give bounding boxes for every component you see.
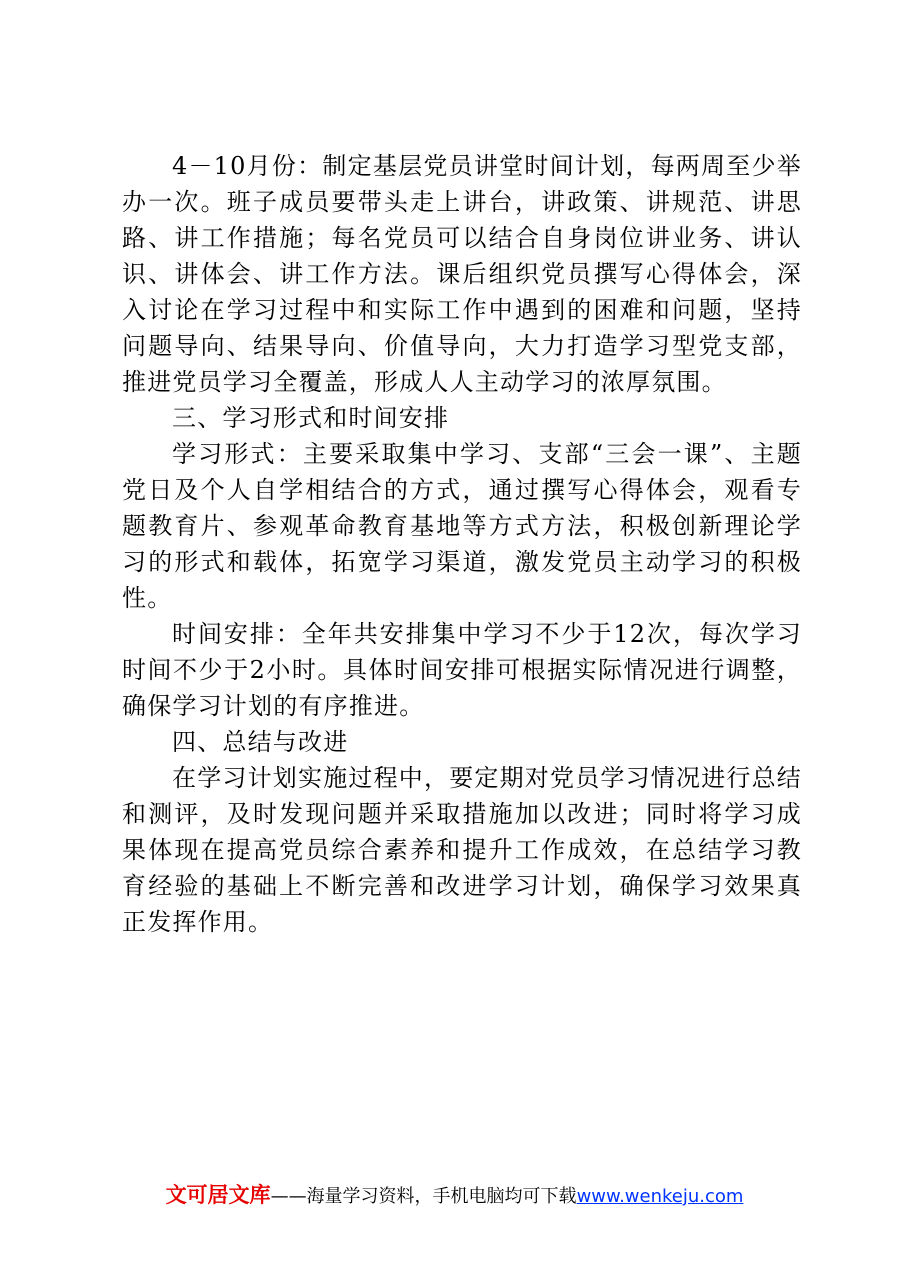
section-heading-study-form-and-time: 三、学习形式和时间安排 xyxy=(172,404,450,432)
paragraph-schedule-apr-oct: 4－10月份：制定基层党员讲堂时间计划，每两周至少举办一次。班子成员要带头走上讲台，讲政策、讲规范、讲思路、讲工作措施；每名党员可以结合自身岗位讲业务、讲认识、讲体会、讲工作方法。课后组织党员撰写心得体会，深入讨论在学习过程中和实际工作中遇到的困难和问题，坚持问题导向、结果导向、价值导向，大力打造学习型党支部，推进党员学习全覆盖，形成人人主动学习的浓厚氛围。 xyxy=(122,152,802,396)
paragraph-summary: 在学习计划实施过程中，要定期对党员学习情况进行总结和测评，及时发现问题并采取措施加以改进；同时将学习成果体现在提高党员综合素养和提升工作成效，在总结学习教育经验的基础上不断完善和改进学习计划，确保学习效果真正发挥作用。 xyxy=(122,764,802,936)
footer-site-link[interactable]: www.wenkeju.com xyxy=(576,1186,744,1207)
paragraph-time-arrangement: 时间安排：全年共安排集中学习不少于12次，每次学习时间不少于2小时。具体时间安排可根据实际情况进行调整，确保学习计划的有序推进。 xyxy=(122,620,802,720)
section-heading-summary-and-improvement: 四、总结与改进 xyxy=(172,728,349,756)
document-body xyxy=(122,148,802,940)
footer-tagline: ——海量学习资料，手机电脑均可下载 xyxy=(270,1186,577,1207)
paragraph-study-form: 学习形式：主要采取集中学习、支部“三会一课”、主题党日及个人自学相结合的方式，通过撰写心得体会，观看专题教育片、参观革命教育基地等方式方法，积极创新理论学习的形式和载体，拓宽学习渠道，激发党员主动学习的积极性。 xyxy=(122,440,802,612)
footer-brand: 文可居文库 xyxy=(165,1183,271,1207)
page-footer xyxy=(0,1180,909,1212)
